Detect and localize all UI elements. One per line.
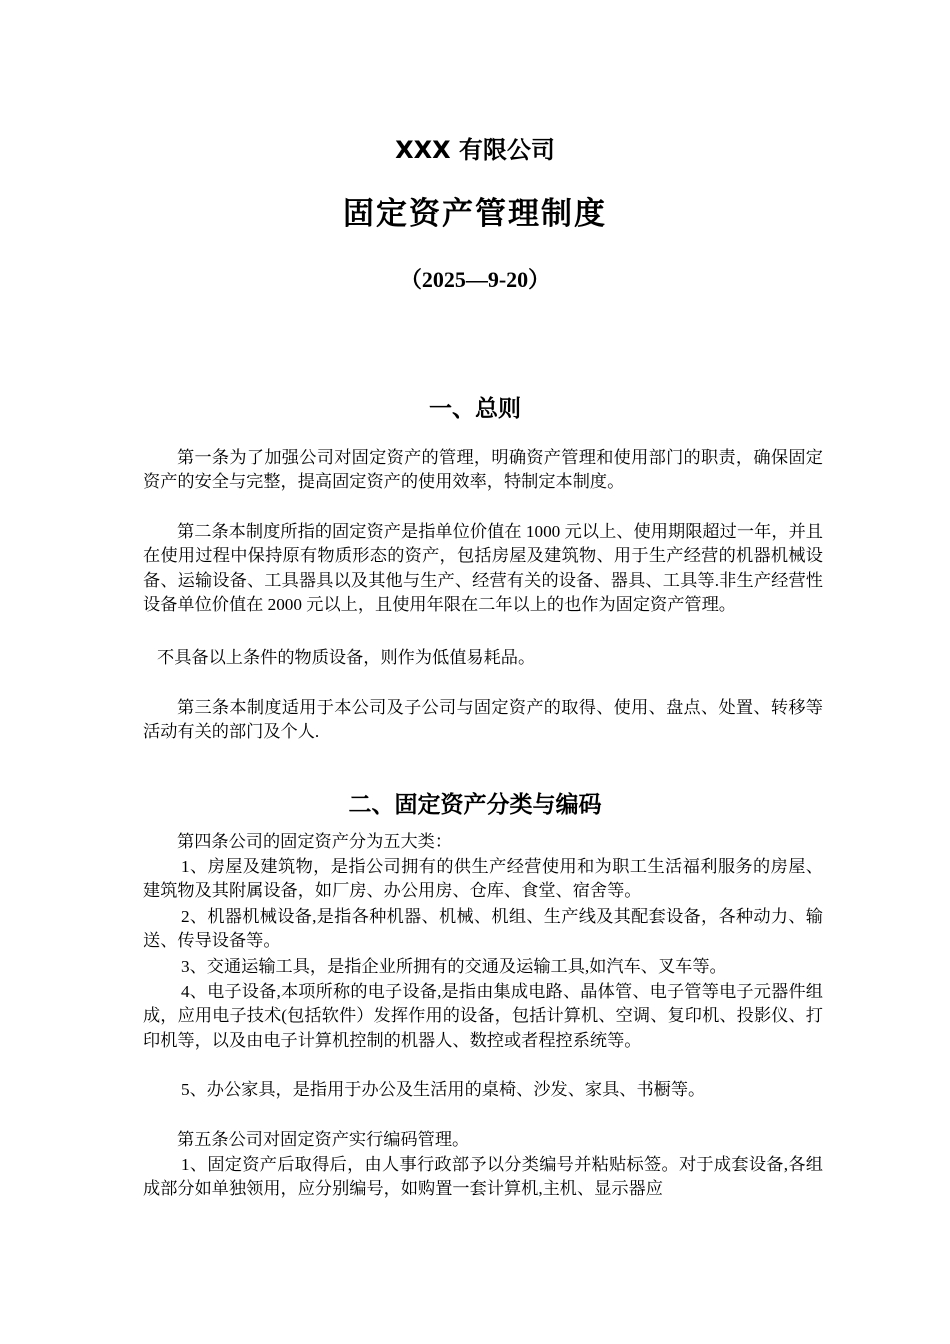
list-item: 3、交通运输工具，是指企业所拥有的交通及运输工具,如汽车、叉车等。 (181, 957, 727, 976)
list-item: 1、房屋及建筑物，是指公司拥有的供生产经营使用和为职工生活福利服务的房屋、建筑物及其附属设备，如厂房、办公用房、仓库、食堂、宿舍等。 (143, 857, 823, 901)
list-item: 4、电子设备,本项所称的电子设备,是指由集成电路、晶体管、电子管等电子元器件组成，应用电子技术(包括软件）发挥作用的设备，包括计算机、空调、复印机、投影仪、打印机等，以及由电子计算机控制的机器人、数控或者程控系统等。 (143, 982, 823, 1050)
article-1: 第一条为了加强公司对固定资产的管理，明确资产管理和使用部门的职责，确保固定资产的安全与完整，提高固定资产的使用效率，特制定本制度。 (143, 448, 823, 492)
list-item: 5、办公家具，是指用于办公及生活用的桌椅、沙发、家具、书橱等。 (181, 1080, 706, 1099)
article-5: 第五条公司对固定资产实行编码管理。 (177, 1130, 470, 1149)
document-title: 固定资产管理制度 (343, 196, 607, 232)
list-item: 2、机器机械设备,是指各种机器、机械、机组、生产线及其配套设备，各种动力、输送、传导设备等。 (143, 907, 823, 951)
article-2: 第二条本制度所指的固定资产是指单位价值在 1000 元以上、使用期限超过一年，并且在使用过程中保持原有物质形态的资产，包括房屋及建筑物、用于生产经营的机器机械设备、运输设备、工具器具以及其他与生产、经营有关的设备、器具、工具等.非生产经营性设备单位价值在 2000 元以上，且使用年限在二年以上的也作为固定资产管理。 (143, 522, 823, 614)
article-3: 第三条本制度适用于本公司及子公司与固定资产的取得、使用、盘点、处置、转移等活动有关的部门及个人. (143, 698, 823, 742)
article-5-item-1: 1、固定资产后取得后，由人事行政部予以分类编号并粘贴标签。对于成套设备,各组成部分如单独领用，应分别编号，如购置一套计算机,主机、显示器应 (143, 1155, 823, 1199)
article-2-note: 不具备以上条件的物质设备，则作为低值易耗品。 (157, 648, 536, 667)
document-date: （2025—9-20） (399, 267, 551, 292)
section-heading-classification: 二、固定资产分类与编码 (348, 792, 602, 818)
article-4: 第四条公司的固定资产分为五大类： (177, 832, 453, 851)
section-heading-general: 一、总则 (429, 396, 521, 422)
company-name: XXX 有限公司 (395, 136, 555, 164)
